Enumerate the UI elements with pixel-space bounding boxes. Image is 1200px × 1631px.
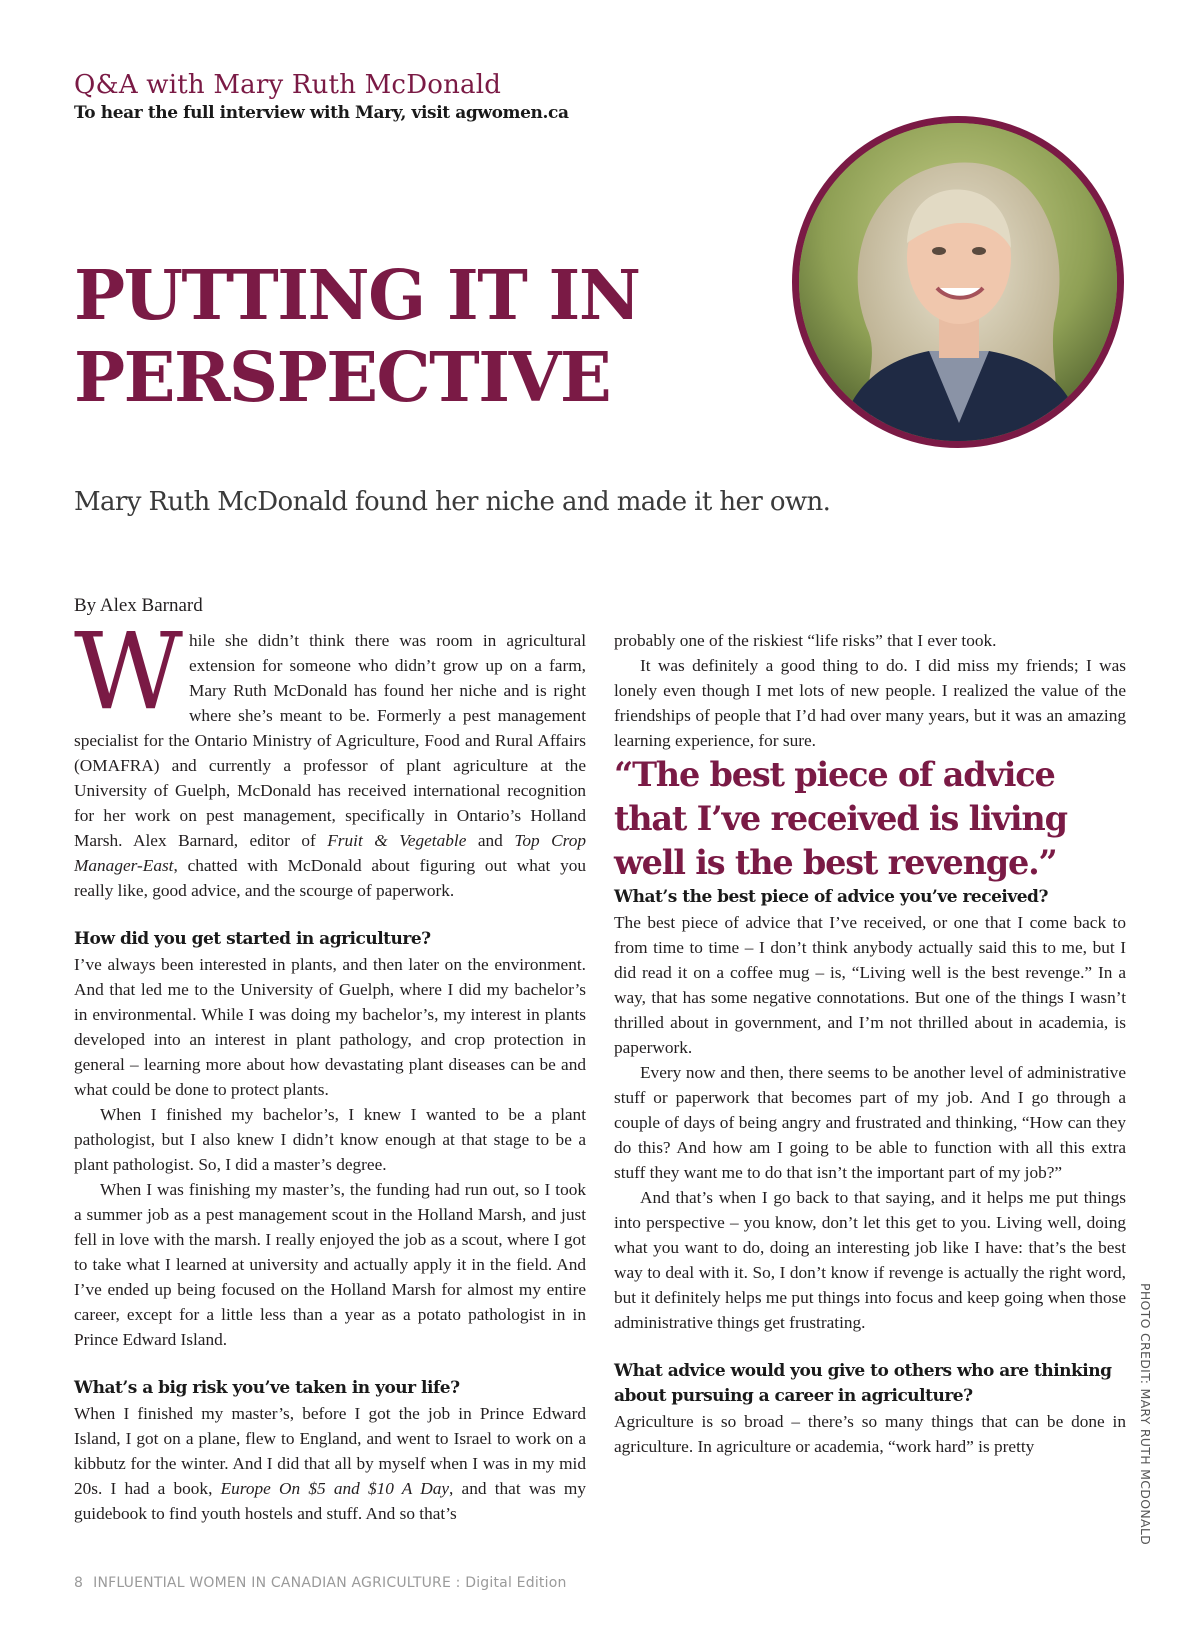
page-number: 8	[74, 1575, 84, 1591]
drop-cap: W	[74, 610, 183, 733]
page-footer	[74, 1575, 577, 1591]
intro-text-b: , chatted with McDonald about figuring out what you really like, good advice, and the scourge of paperwork.	[74, 856, 586, 900]
question-heading: How did you get started in agriculture?	[74, 929, 431, 949]
question-heading: What’s a big risk you’ve taken in your life?	[74, 1378, 460, 1398]
answer-paragraph: Agriculture is so broad – there’s so many things that can be done in agriculture. In agriculture or academia, “work hard” is pretty	[614, 1412, 1126, 1456]
answer-paragraph: Every now and then, there seems to be another level of administrative stuff or paperwork that becomes part of my job. And I go through a couple of days of being angry and frustrated and thinking, “How can they do this? And how am I going to be able to function with all this extra stuff they want me to do that isn’t the important part of my job?”	[614, 1063, 1126, 1182]
portrait-illustration	[799, 123, 1117, 441]
answer-text: When I finished my master’s, before I got the job in Prince Edward Island, I got on a plane, flew to England, and went to Israel to work on a kibbutz for the winter. And I did that all by myself when I was in my mid 20s. I had a book,	[74, 1404, 586, 1498]
question-heading: What’s the best piece of advice you’ve received?	[614, 887, 1048, 907]
kicker: Q&A with Mary Ruth McDonald	[74, 70, 502, 100]
intro-text-a: hile she didn’t think there was room in agricultural extension for someone who didn’t grow up on a farm, Mary Ruth McDonald has found her niche and is right where she’s meant to be. Formerly a pest management specialist for the Ontario Ministry of Agriculture, Food and Rural Affairs (OMAFRA) and currently a professor of plant agriculture at the University of Guelph, McDonald has received international recognition for her work on pest management, specifically in Ontario’s Holland Marsh. Alex Barnard, editor of	[74, 631, 586, 850]
answer-paragraph: It was definitely a good thing to do. I did miss my friends; I was lonely even though I met lots of new people. I realized the value of the friendships of people that I’d had over many years, but it was an amazing learning experience, for sure.	[614, 656, 1126, 750]
headline-line-2: PERSPECTIVE	[74, 338, 611, 418]
kicker-subline: To hear the full interview with Mary, visit agwomen.ca	[74, 103, 569, 123]
answer-text: , and that was my guidebook to find youth hostels and stuff. And so that’s	[74, 1479, 586, 1523]
publication-name-2: Top Crop Manager-East	[74, 831, 586, 875]
answer-paragraph	[74, 1401, 586, 1526]
headline	[74, 255, 714, 419]
intro-and: and	[466, 831, 515, 850]
question-heading: What advice would you give to others who are thinking about pursuing a career in agriculture?	[614, 1361, 1112, 1406]
portrait-photo	[792, 116, 1124, 448]
answer-paragraph: When I finished my bachelor’s, I knew I wanted to be a plant pathologist, but I also knew I didn’t know enough at that stage to be a plant pathologist. So, I did a master’s degree.	[74, 1105, 586, 1174]
article-column-right	[614, 628, 1126, 1459]
photo-credit: PHOTO CREDIT: MARY RUTH MCDONALD	[1138, 1283, 1153, 1546]
pull-quote: “The best piece of advice that I’ve received is living well is the best revenge.”	[614, 755, 1067, 882]
publication-title: INFLUENTIAL WOMEN IN CANADIAN AGRICULTURE : Digital Edition	[93, 1575, 567, 1591]
answer-paragraph: And that’s when I go back to that saying, and it helps me put things into perspective – you know, don’t let this get to you. Living well, doing what you want to do, doing an interesting job like I have: that’s the best way to deal with it. So, I don’t know if revenge is actually the right word, but it definitely helps me put things into focus and keep going when those administrative things get frustrating.	[614, 1188, 1126, 1332]
deck: Mary Ruth McDonald found her niche and made it her own.	[74, 487, 831, 517]
intro-paragraph	[74, 610, 586, 903]
article-column-left	[74, 610, 586, 1526]
headline-line-1: PUTTING IT IN	[74, 256, 640, 336]
book-title: Europe On $5 and $10 A Day	[220, 1479, 450, 1498]
byline: By Alex Barnard	[74, 595, 203, 616]
publication-name-1: Fruit & Vegetable	[327, 831, 467, 850]
answer-paragraph-continued: probably one of the riskiest “life risks” that I ever took.	[614, 631, 997, 650]
answer-paragraph: I’ve always been interested in plants, and then later on the environment. And that led me to the University of Guelph, where I did my bachelor’s in environmental. While I was doing my bachelor’s, my interest in plants developed into an interest in plant pathology, and crop protection in general – learning more about how devastating plant diseases can be and what could be done to protect plants.	[74, 955, 586, 1099]
answer-paragraph: When I was finishing my master’s, the funding had run out, so I took a summer job as a pest management scout in the Holland Marsh, and just fell in love with the marsh. I really enjoyed the job as a scout, where I got to take what I learned at university and actually apply it in the field. And I’ve ended up being focused on the Holland Marsh for almost my entire career, except for a little less than a year as a potato pathologist in in Prince Edward Island.	[74, 1180, 586, 1349]
answer-paragraph: The best piece of advice that I’ve received, or one that I come back to from time to time – I don’t think anybody actually said this to me, but I did read it on a coffee mug – is, “Living well is the best revenge.” In a way, that has some negative connotations. But one of the things I wasn’t thrilled about in government, and I’m not thrilled about in academia, is paperwork.	[614, 913, 1126, 1057]
